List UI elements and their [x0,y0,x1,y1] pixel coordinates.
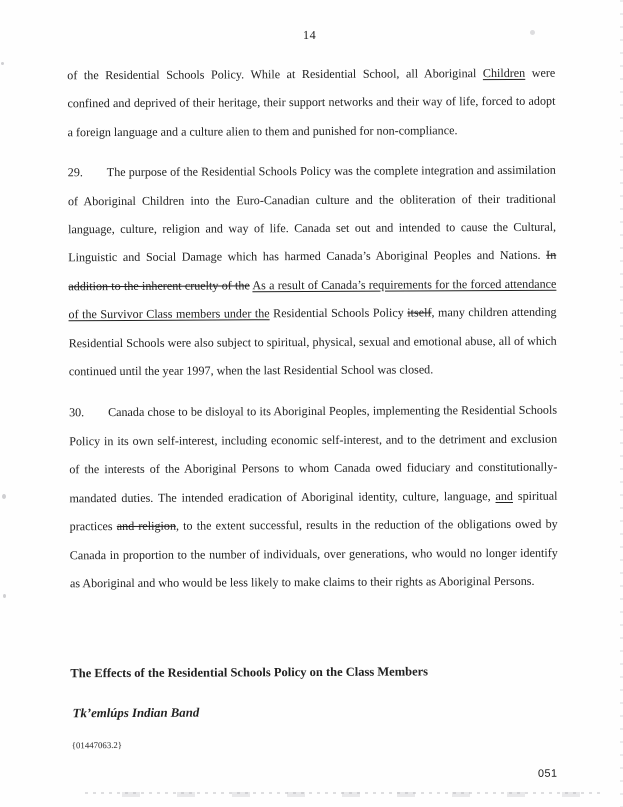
text-run-underline: and [495,488,513,503]
paragraph-29-text [68,163,557,378]
scan-speck [3,594,6,598]
paragraph-29 [68,156,557,386]
paragraph-30 [69,396,558,597]
text-run-strike: In addition to the inherent cruelty of the [68,248,557,294]
text-run-normal: spiritual practices [69,488,558,534]
text-run-normal: , many children attending Residential Schools were also subject to spiritual, physical, sexual and emotional abuse, all of which continued until the year 1997, when the last Residential School was closed. [68,304,557,379]
page-number: 14 [302,27,317,43]
text-run-normal: of the Residential Schools Policy. While at Residential School, all Aboriginal [67,66,483,83]
text-run-normal: Canada chose to be disloyal to its Aboriginal Peoples, implementing the Residential Schools Policy in its own self-interest, including economic self-interest, and to the detriment and exclusion of the interests of the Aboriginal Persons to whom Canada owed fiduciary and constitutionally-mandated duties. The intended eradication of Aboriginal identity, culture, language, [69,403,558,505]
document-control-number: {01447063.2} [71,739,123,751]
scan-noise-bottom-band [85,792,600,797]
text-run-normal: , to the extent successful, results in the reduction of the obligations owed by Canada in proportion to the number of individuals, over generations, who would no longer identify as Aboriginal and who would be less likely to make claims to their rights as Aboriginal Persons. [69,516,558,591]
text-run-underline: As a result of Canada’s requirements for the forced attendance of the Survivor Class members under the [68,276,557,322]
paragraph-intro-continuation [67,59,555,147]
paragraph-30-text [69,403,558,590]
text-run-normal: The purpose of the Residential Schools Policy was the complete integration and assimilation of Aboriginal Children into the Euro-Canadian culture and the obliteration of their traditional language, culture, religion and way of life. Canada set out and intended to cause the Cultural, Linguistic and Social Damage which has harmed Canada’s Aboriginal Peoples and Nations. [67,162,557,265]
text-run-underline: Children [482,65,526,81]
text-run-normal: Residential Schools Policy [269,305,408,321]
band-subheading: Tk’emlúps Indian Band [72,705,200,721]
text-run-strike: itself [407,305,432,320]
scan-speck [2,494,6,499]
text-run-strike: and religion [116,518,177,534]
bates-number: 051 [537,767,558,780]
text-run-normal: were confined and deprived of their heritage, their support networks and their way of life, forced to adopt a foreign language and a culture alien to them and punished for non-compliance. [67,65,556,140]
paragraph-30-number: 30. [69,405,85,420]
body-text-block [67,59,558,598]
scan-speck [530,30,535,35]
paragraph-29-number: 29. [67,165,83,180]
scan-speck [1,62,4,65]
section-heading: The Effects of the Residential Schools Policy on the Class Members [70,664,429,681]
